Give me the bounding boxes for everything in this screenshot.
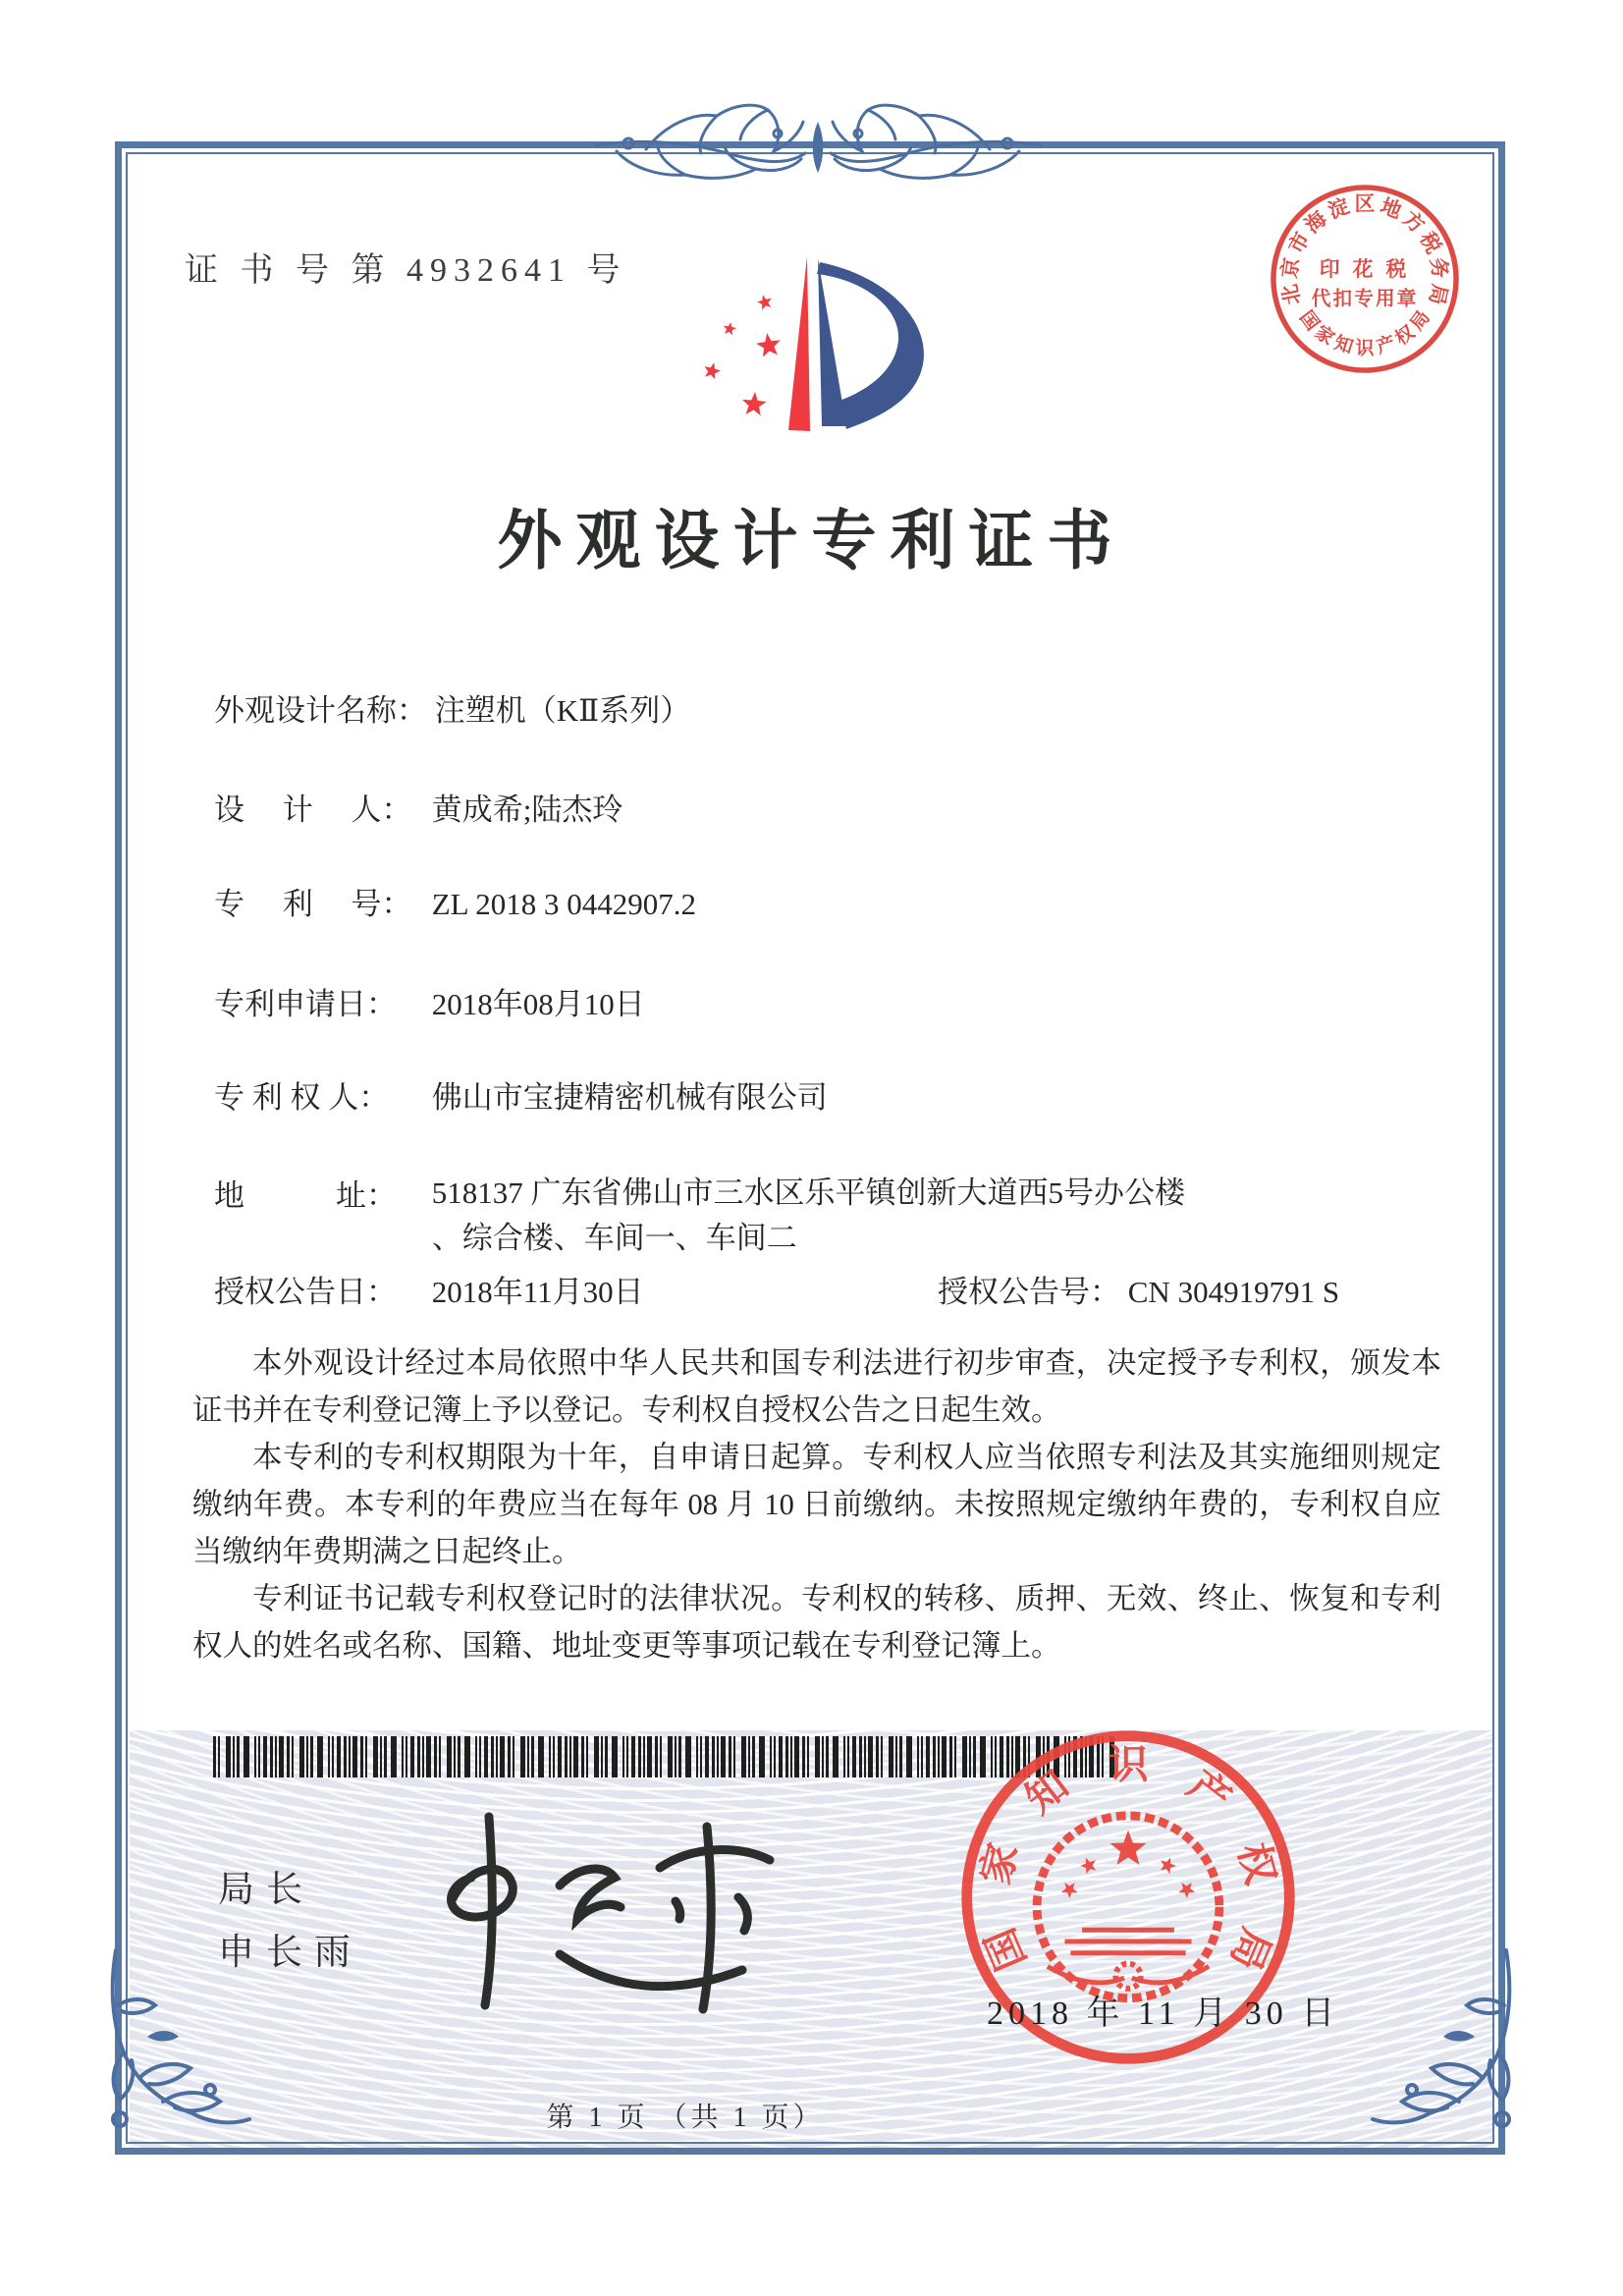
field-patent-number: [214, 879, 696, 923]
svg-text:识: 识: [1108, 1741, 1149, 1787]
address-line-2: 、综合楼、车间一、车间二: [431, 1221, 797, 1255]
field-label: 授权公告日：: [214, 1275, 397, 1309]
field-label: 授权公告号：: [938, 1275, 1120, 1309]
field-label: 地 址：: [214, 1178, 397, 1213]
field-filing-date: [214, 979, 645, 1023]
svg-text:务: 务: [1426, 255, 1452, 280]
svg-text:家: 家: [972, 1837, 1027, 1889]
tax-office-stamp: [1268, 182, 1462, 376]
svg-text:局: 局: [1406, 306, 1434, 335]
page-number: 第 1 页 （共 1 页）: [546, 2103, 825, 2133]
legal-text-block: [192, 1339, 1441, 1669]
certificate-number: 证 书 号 第 4932641 号: [185, 252, 627, 289]
field-grant-date: [214, 1267, 644, 1311]
legal-paragraph: 专利证书记载专利权登记时的法律状况。专利权的转移、质押、无效、终止、恢复和专利权人的姓名或名称、国籍、地址变更等事项记载在专利登记簿上。: [192, 1582, 1441, 1663]
seal-date: 2018 年 11 月 30 日: [987, 1995, 1340, 2032]
field-design-name: [214, 685, 690, 730]
svg-text:权: 权: [1229, 1837, 1284, 1889]
svg-text:识: 识: [1355, 338, 1375, 359]
svg-text:地: 地: [1377, 194, 1405, 224]
field-label: 外观设计名称：: [214, 693, 427, 728]
svg-text:京: 京: [1277, 255, 1304, 280]
svg-text:国: 国: [976, 1922, 1035, 1977]
field-patentee: [214, 1072, 828, 1117]
svg-text:产: 产: [1179, 1761, 1240, 1823]
certificate-title: 外观设计专利证书: [497, 506, 1126, 577]
cnipa-logo-icon: [699, 250, 935, 442]
svg-text:市: 市: [1284, 228, 1315, 258]
field-label: 专 利 号：: [214, 887, 412, 921]
svg-text:局: 局: [1424, 282, 1451, 307]
field-value: 佛山市宝捷精密机械有限公司: [431, 1080, 828, 1115]
svg-text:家: 家: [1311, 321, 1338, 350]
svg-text:权: 权: [1391, 321, 1419, 350]
svg-text:方: 方: [1398, 206, 1430, 238]
field-label: 专利申请日：: [214, 987, 397, 1021]
field-value: ZL 2018 3 0442907.2: [431, 887, 696, 921]
svg-text:北: 北: [1278, 282, 1306, 307]
legal-paragraph: 本专利的专利权期限为十年，自申请日起算。专利权人应当依照专利法及其实施细则规定缴纳年费。本专利的年费应当在每年 08 月 10 日前缴纳。未按照规定缴纳年费的，专利权自应当缴纳年费期满之日起终止。: [192, 1441, 1441, 1568]
field-value: [432, 1171, 1443, 1261]
field-value: 注塑机（KⅡ系列）: [434, 693, 691, 728]
top-scroll-ornament-icon: [587, 94, 1049, 189]
field-value: 2018年11月30日: [431, 1275, 644, 1309]
svg-text:知: 知: [1331, 332, 1356, 358]
field-address: [214, 1171, 1443, 1261]
bottom-right-corner-flourish-icon: [1371, 1946, 1528, 2164]
field-value: 2018年08月10日: [431, 987, 645, 1021]
director-name: 申长雨: [218, 1933, 362, 1973]
svg-text:知: 知: [1016, 1761, 1077, 1823]
svg-text:产: 产: [1374, 332, 1398, 358]
address-line-1: 518137 广东省佛山市三水区乐平镇创新大道西5号办公楼: [431, 1175, 1185, 1210]
svg-text:淀: 淀: [1325, 194, 1353, 224]
field-label: 专 利 权 人：: [214, 1080, 390, 1115]
field-designer: [214, 785, 622, 829]
field-value: 黄成希;陆杰玲: [431, 793, 623, 827]
svg-text:印 花 税: 印 花 税: [1319, 258, 1411, 282]
director-title: 局长: [218, 1870, 314, 1910]
svg-text:代扣专用章: 代扣专用章: [1311, 288, 1419, 310]
svg-text:区: 区: [1354, 192, 1376, 216]
field-value: CN 304919791 S: [1127, 1275, 1340, 1309]
bottom-left-corner-flourish-icon: [94, 1946, 251, 2164]
svg-text:局: 局: [1221, 1922, 1280, 1977]
director-signature: [412, 1807, 825, 2018]
svg-text:国: 国: [1295, 306, 1324, 335]
field-grant-number: [938, 1267, 1339, 1311]
svg-text:海: 海: [1300, 206, 1331, 238]
svg-text:税: 税: [1415, 228, 1445, 258]
legal-paragraph: 本外观设计经过本局依照中华人民共和国专利法进行初步审查，决定授予专利权，颁发本证书并在专利登记簿上予以登记。专利权自授权公告之日起生效。: [192, 1346, 1441, 1427]
field-label: 设 计 人：: [214, 793, 412, 827]
